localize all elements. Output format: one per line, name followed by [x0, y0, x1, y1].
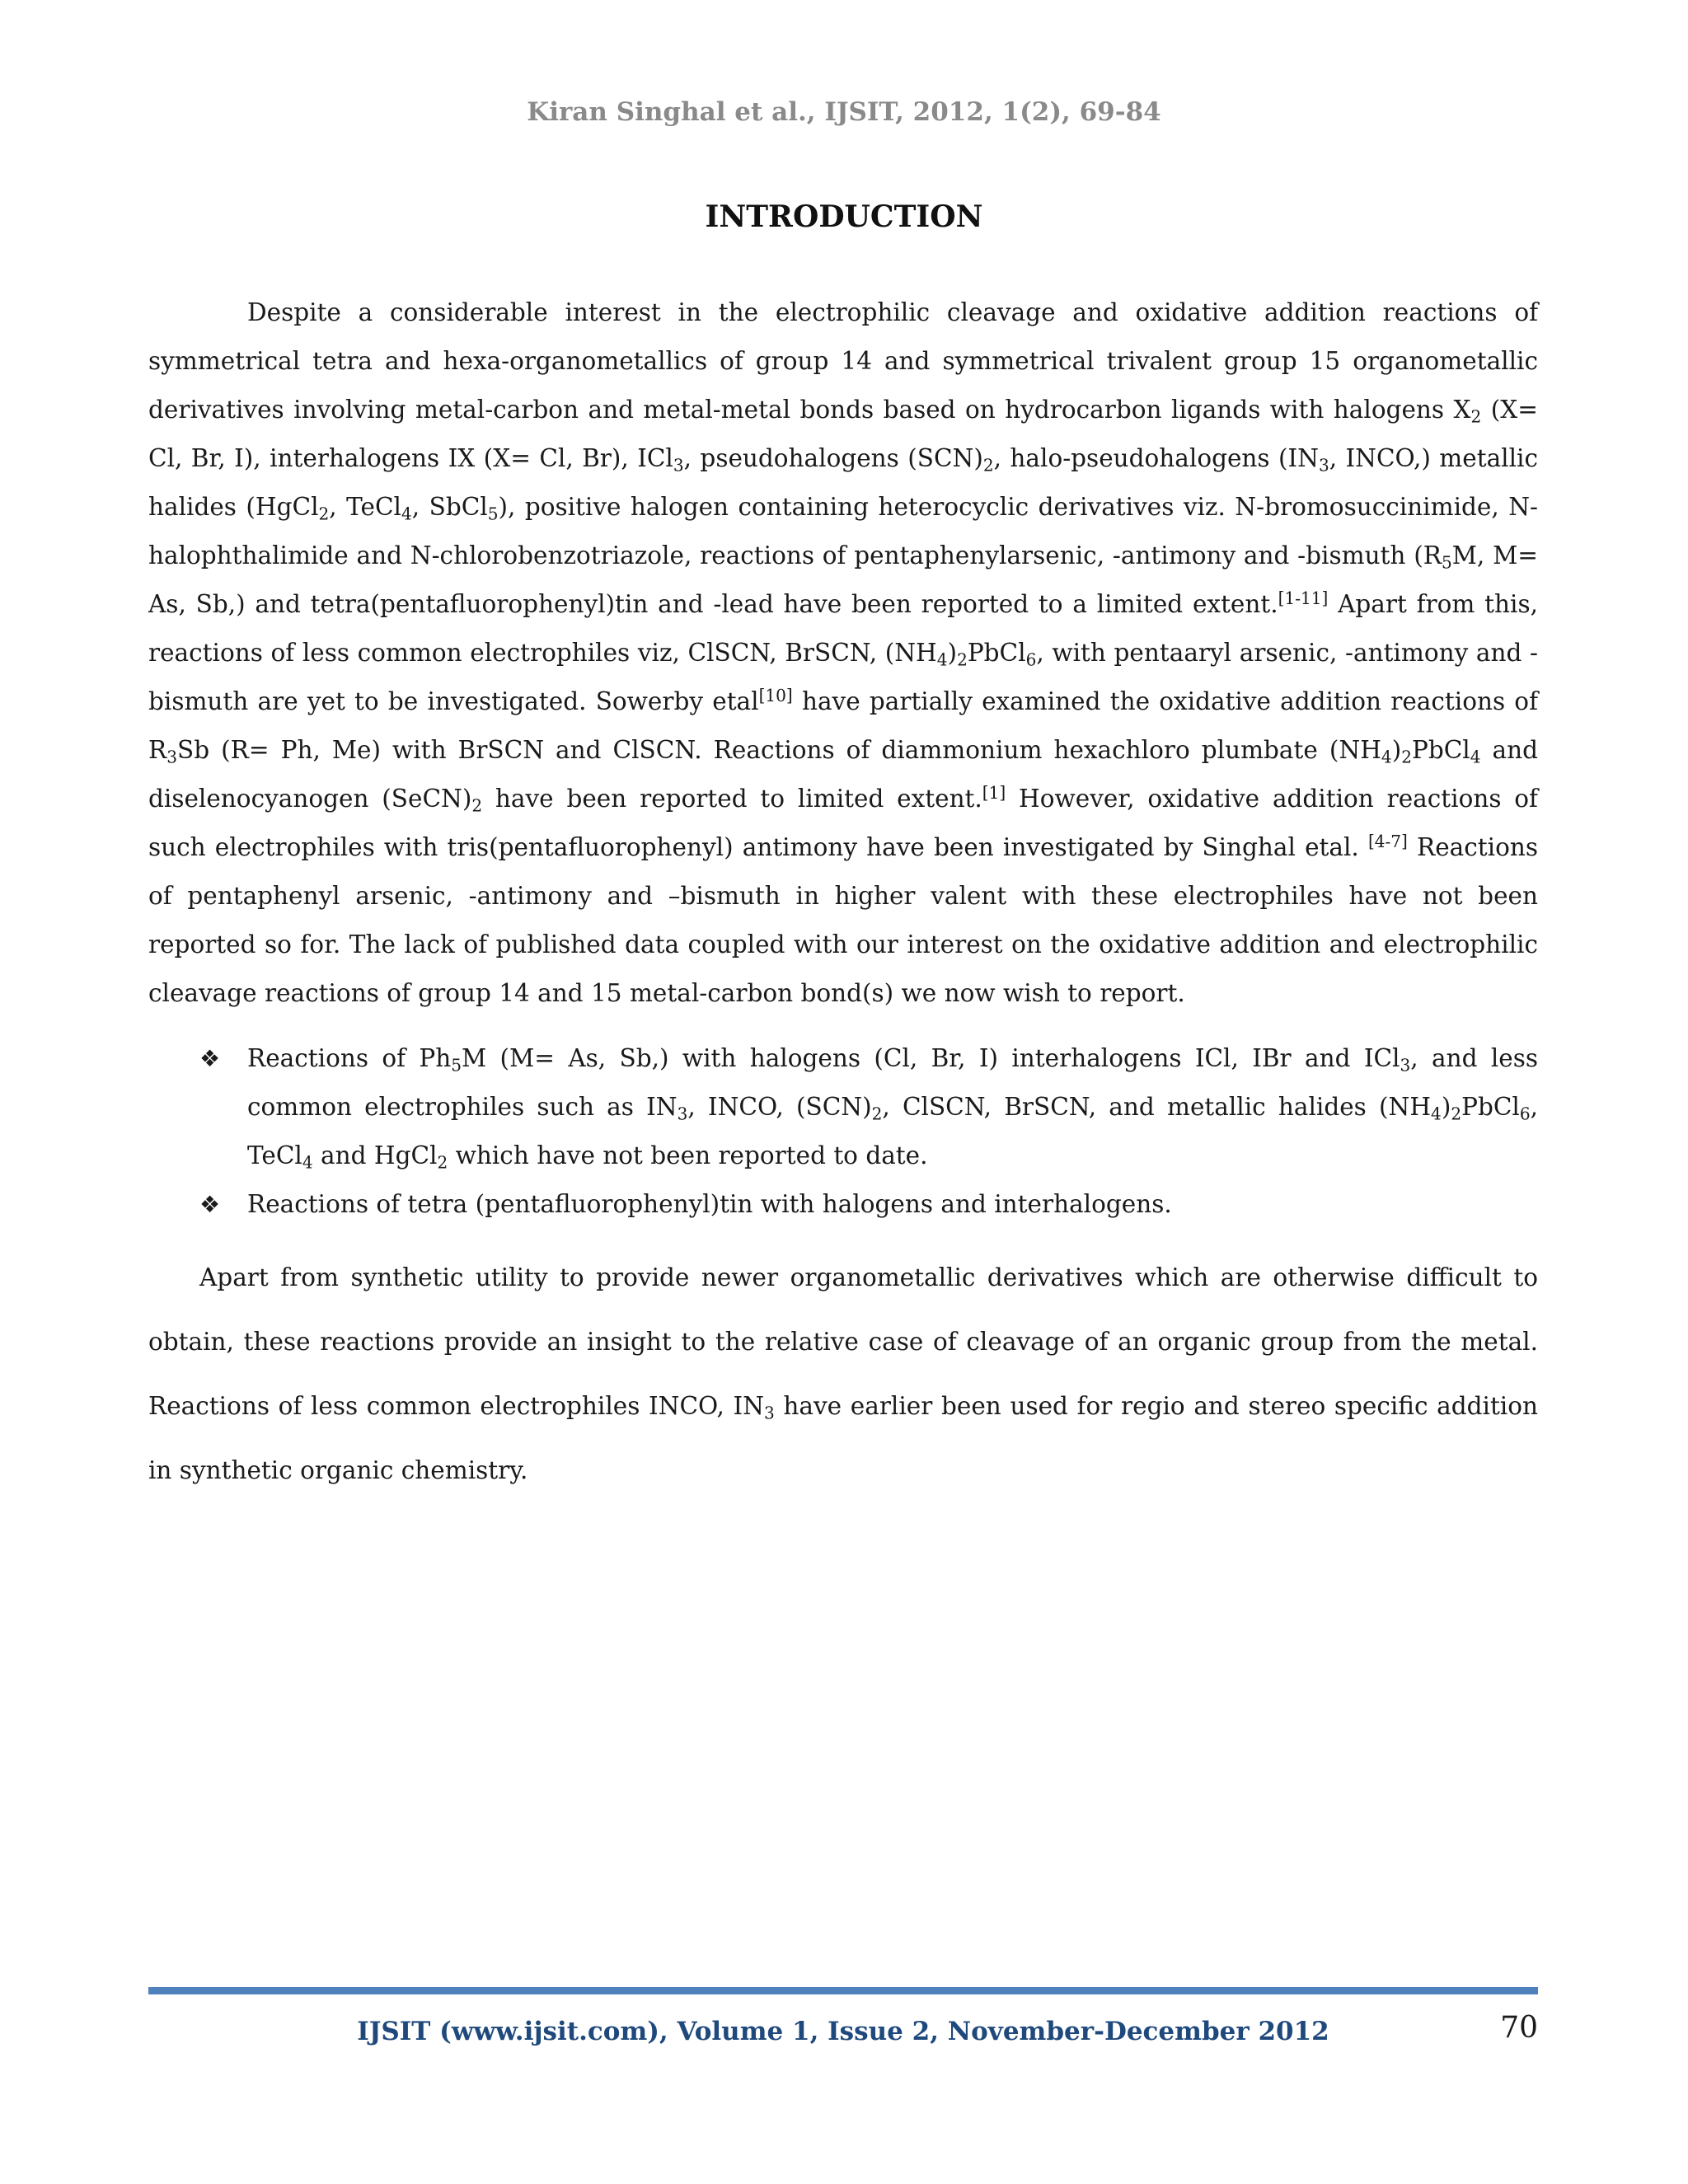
text-run: have earlier been used for regio and stereo specific addition in synthetic organic chemistry.: [148, 1392, 1538, 1484]
subscript: 3: [1400, 1055, 1411, 1076]
subscript: 2: [1451, 1104, 1462, 1124]
subscript: 3: [673, 455, 684, 476]
subscript: 5: [487, 504, 499, 524]
text-run: Apart from synthetic utility to provide newer organometallic derivatives which are otherwise difficult to obtain, these reactions provide an insight to the relative case of cleavage of an organic group from the metal. Reactions of less common electrophiles INCO, IN: [148, 1263, 1538, 1420]
subscript: 5: [451, 1055, 462, 1076]
citation-10: [10]: [758, 685, 793, 705]
subscript: 3: [677, 1104, 688, 1124]
bullet-item: [148, 1180, 1538, 1229]
citation-1-11: [1-11]: [1278, 588, 1329, 608]
text-run: However, oxidative addition reactions of such electrophiles with tris(pentafluorophenyl) antimony have been investigated by Singhal etal.: [148, 785, 1538, 861]
text-run: and diselenocyanogen (SeCN): [148, 736, 1538, 813]
subscript: 4: [302, 1152, 313, 1173]
subscript: 4: [1470, 747, 1481, 767]
text-run: PbCl: [1461, 1093, 1520, 1121]
text-run: , pseudohalogens (SCN): [683, 444, 983, 472]
text-run: , halo-pseudohalogens (IN: [993, 444, 1319, 472]
text-run: , SbCl: [411, 493, 488, 521]
text-run: PbCl: [967, 639, 1026, 667]
subscript: 2: [1470, 406, 1482, 427]
subscript: 3: [1318, 455, 1329, 476]
subscript: 4: [1381, 747, 1392, 767]
text-run: have been reported to limited extent.: [482, 785, 982, 813]
text-run: ): [1441, 1093, 1451, 1121]
text-run: Reactions of Ph: [247, 1044, 452, 1072]
text-run: which have not been reported to date.: [448, 1141, 928, 1169]
section-heading: INTRODUCTION: [705, 199, 983, 234]
subscript: 2: [871, 1104, 883, 1124]
subscript: 4: [1431, 1104, 1442, 1124]
subscript: 2: [437, 1152, 448, 1173]
text-run: M (M= As, Sb,) with halogens (Cl, Br, I) interhalogens ICl, IBr and ICl: [461, 1044, 1400, 1072]
text-run: Apart from this, reactions of less common electrophiles viz, ClSCN, BrSCN, (NH: [148, 590, 1538, 667]
footer-journal-info: IJSIT (www.ijsit.com), Volume 1, Issue 2, November-December 2012: [357, 2017, 1329, 2046]
subscript: 2: [318, 504, 330, 524]
text-run: , INCO,) metallic halides (HgCl: [148, 444, 1539, 521]
diamond-bullet-icon: ❖: [199, 1191, 221, 1218]
bullet-item: [148, 1034, 1538, 1180]
subscript: 4: [401, 504, 412, 524]
text-run: , ClSCN, BrSCN, and metallic halides (NH: [882, 1093, 1432, 1121]
text-run: , TeCl: [329, 493, 401, 521]
text-run: Reactions of tetra (pentafluorophenyl)tin with halogens and interhalogens.: [247, 1190, 1172, 1218]
text-run: ), positive halogen containing heterocyclic derivatives viz. N-bromosuccinimide, N-halophthalimide and N-chlorobenzotriazole, reactions of pentaphenylarsenic, -antimony and -bismuth (R: [148, 493, 1538, 569]
subscript: 4: [936, 649, 948, 670]
subscript: 5: [1441, 552, 1452, 573]
text-run: , INCO, (SCN): [687, 1093, 872, 1121]
text-run: Sb (R= Ph, Me) with BrSCN and ClSCN. Reactions of diammonium hexachloro plumbate (NH: [176, 736, 1381, 764]
text-run: Reactions of pentaphenyl arsenic, -antimony and –bismuth in higher valent with these electrophiles have not been reported so for. The lack of published data coupled with our interest on the oxidative addition and electrophilic cleavage reactions of group 14 and 15 metal-carbon bond(s) we now wish to report.: [148, 833, 1538, 1007]
intro-paragraph: [148, 288, 1538, 1018]
text-run: Despite a considerable interest in the electrophilic cleavage and oxidative addition reactions of symmetrical tetra and hexa-organometallics of group 14 and symmetrical trivalent group 15 organometallic derivatives involving metal-carbon and metal-metal bonds based on hydrocarbon ligands with halogens X: [148, 298, 1538, 424]
text-run: ): [1391, 736, 1402, 764]
citation-4-7: [4-7]: [1367, 831, 1408, 851]
subscript: 2: [982, 455, 994, 476]
text-run: , and less common electrophiles such as IN: [247, 1044, 1538, 1121]
footer-rule: [148, 1987, 1538, 1994]
running-header: Kiran Singhal et al., IJSIT, 2012, 1(2), 69-84: [527, 97, 1161, 127]
citation-1: [1]: [982, 782, 1006, 803]
text-run: M, M= As, Sb,) and tetra(pentafluorophenyl)tin and -lead have been reported to a limited extent.: [148, 541, 1538, 618]
article-body: [148, 288, 1538, 1502]
text-run: and HgCl: [312, 1141, 438, 1169]
subscript: 2: [957, 649, 968, 670]
bullet-list: [148, 1034, 1538, 1229]
text-run: PbCl: [1411, 736, 1470, 764]
subscript: 2: [1401, 747, 1412, 767]
text-run: , with pentaaryl arsenic, -antimony and -bismuth are yet to be investigated. Sowerby etal: [148, 639, 1538, 715]
text-run: have partially examined the oxidative addition reactions of R: [148, 687, 1538, 764]
second-paragraph: [148, 1245, 1538, 1502]
subscript: 6: [1519, 1104, 1531, 1124]
subscript: 3: [764, 1403, 775, 1423]
subscript: 2: [471, 795, 483, 816]
text-run: ): [947, 639, 958, 667]
subscript: 3: [166, 747, 177, 767]
subscript: 6: [1025, 649, 1037, 670]
text-run: (X= Cl, Br, I), interhalogens IX (X= Cl, Br), ICl: [148, 396, 1538, 472]
diamond-bullet-icon: ❖: [199, 1045, 221, 1072]
text-run: , TeCl: [247, 1093, 1538, 1169]
page-number: 70: [1500, 2011, 1538, 2045]
